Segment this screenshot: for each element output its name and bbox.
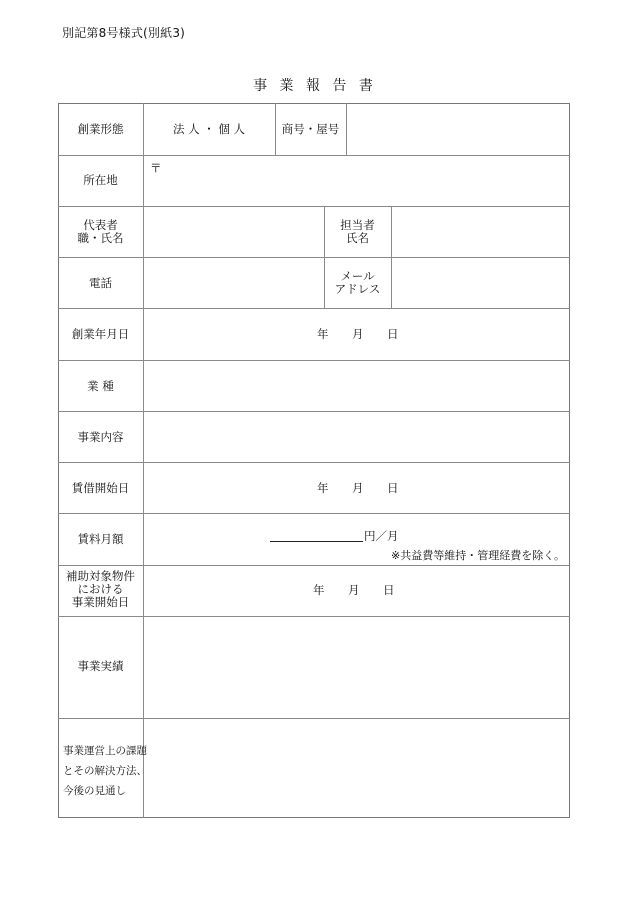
month-label: 月	[348, 583, 360, 597]
founding-date-label: 創業年月日	[71, 327, 130, 341]
day-label: 日	[383, 583, 395, 597]
founding-type-label: 創業形態	[77, 122, 124, 136]
contact-person-label: 担当者 氏名	[340, 218, 375, 245]
issues-label: 事業運営上の課題 とその解決方法、 今後の見通し	[63, 745, 147, 797]
email-field[interactable]	[392, 258, 569, 308]
month-label: 月	[352, 481, 364, 495]
business-content-field[interactable]	[144, 412, 569, 462]
day-label: 日	[387, 481, 399, 495]
monthly-rent-label: 賃料月額	[77, 532, 124, 546]
results-label: 事業実績	[77, 659, 124, 673]
row-divider	[58, 513, 570, 514]
month-label: 月	[352, 327, 364, 341]
issues-field[interactable]	[144, 719, 569, 817]
representative-label: 代表者 職・氏名	[77, 218, 124, 245]
phone-label: 電話	[89, 276, 112, 290]
document-title: 事 業 報 告 書	[253, 78, 377, 94]
trade-name-field[interactable]	[347, 104, 569, 155]
address-field[interactable]	[144, 156, 569, 206]
industry-field[interactable]	[144, 361, 569, 411]
form-id: 別記第8号様式(別紙3)	[62, 26, 186, 40]
rent-unit: 円／月	[364, 529, 399, 543]
email-label: メール アドレス	[334, 269, 381, 296]
year-label: 年	[317, 327, 329, 341]
day-label: 日	[387, 327, 399, 341]
address-label: 所在地	[83, 173, 118, 187]
business-content-label: 事業内容	[77, 430, 124, 444]
lease-start-label: 賃借開始日	[71, 481, 130, 495]
subsidy-start-label: 補助対象物件 における 事業開始日	[66, 569, 135, 609]
year-label: 年	[313, 583, 325, 597]
rent-amount-blank[interactable]	[270, 541, 363, 542]
rent-note: ※共益費等維持・管理経費を除く。	[391, 549, 565, 562]
results-field[interactable]	[144, 617, 569, 718]
trade-name-label: 商号・屋号	[281, 122, 340, 136]
row-divider	[58, 308, 570, 309]
founding-type-options[interactable]: 法 人 ・ 個 人	[172, 122, 246, 136]
phone-field[interactable]	[144, 258, 324, 308]
postal-mark: 〒	[150, 161, 162, 175]
row-divider	[58, 565, 570, 566]
contact-person-field[interactable]	[392, 207, 569, 257]
year-label: 年	[317, 481, 329, 495]
industry-label: 業 種	[87, 379, 114, 393]
row-divider	[58, 462, 570, 463]
representative-field[interactable]	[144, 207, 324, 257]
